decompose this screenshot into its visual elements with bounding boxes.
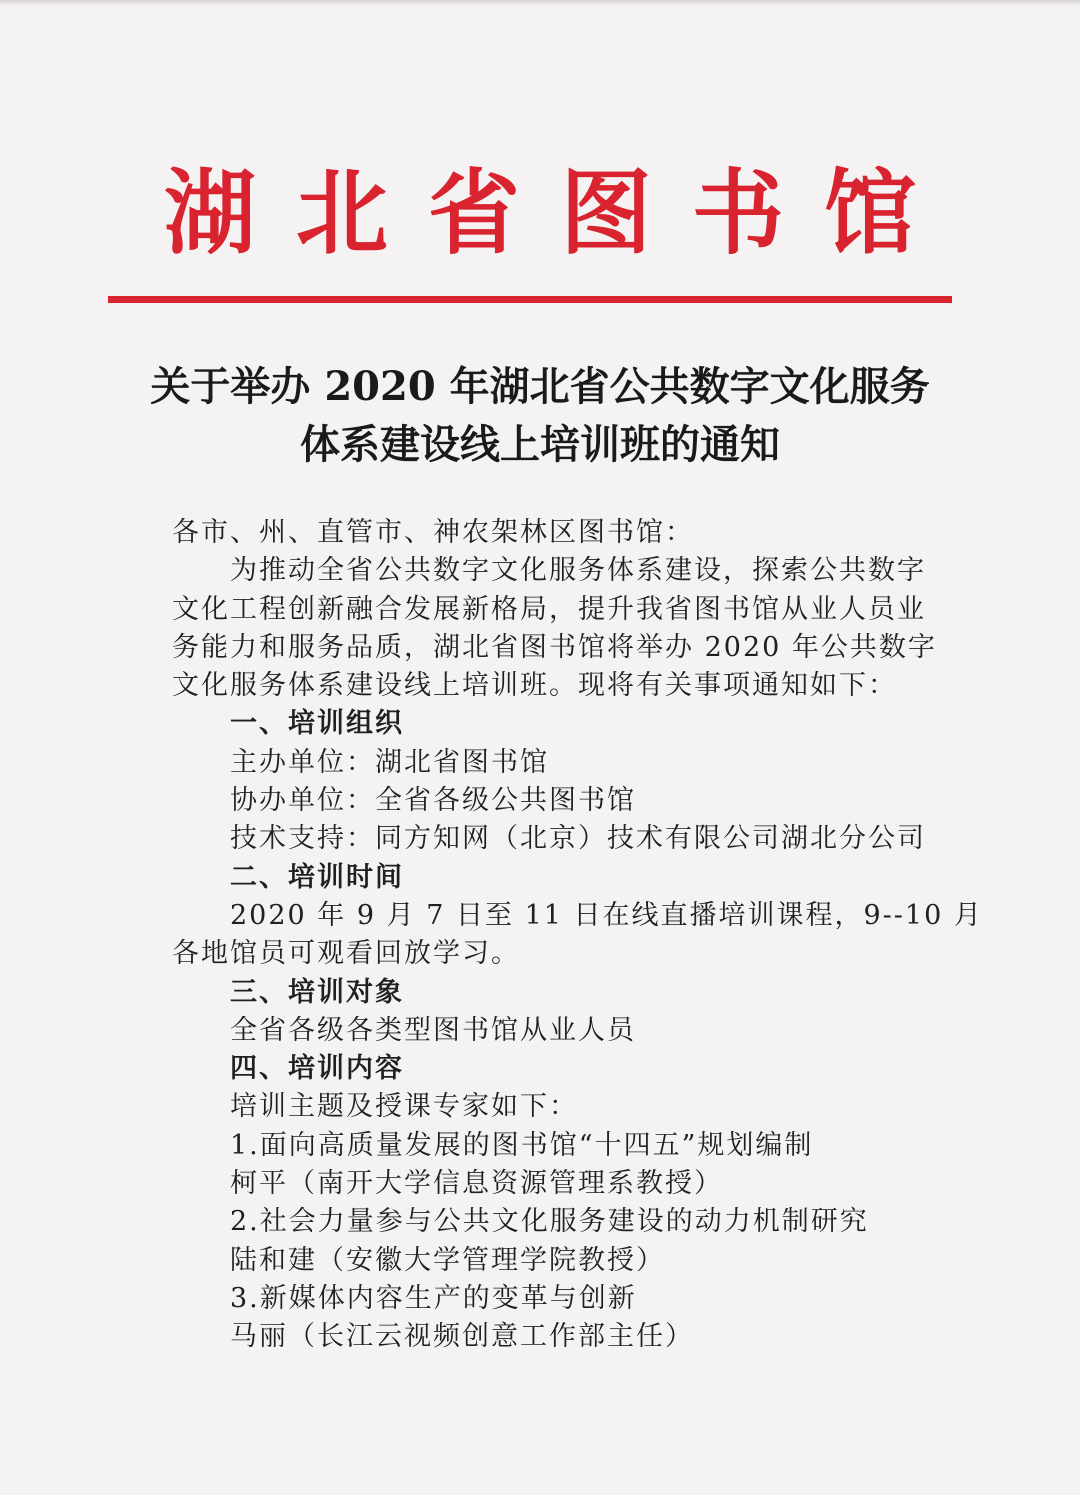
tech-support: 技术支持：同方知网（北京）技术有限公司湖北分公司 (230, 823, 926, 855)
co-host-unit: 协办单位：全省各级公共图书馆 (230, 785, 636, 817)
course-topic: 2.社会力量参与公共文化服务建设的动力机制研究 (230, 1206, 869, 1238)
host-unit: 主办单位：湖北省图书馆 (230, 746, 549, 778)
intro-line: 文化服务体系建设线上培训班。现将有关事项通知如下： (172, 670, 897, 702)
content-intro: 培训主题及授课专家如下： (230, 1091, 578, 1123)
intro-line: 为推动全省公共数字文化服务体系建设，探索公共数字 (230, 555, 926, 587)
letterhead-org-name: 湖北省图书馆 (163, 159, 956, 267)
section-heading-time: 二、培训时间 (230, 861, 404, 893)
course-expert: 马丽（长江云视频创意工作部主任） (230, 1321, 694, 1353)
document-body (172, 514, 983, 1357)
course-expert: 柯平（南开大学信息资源管理系教授） (230, 1168, 723, 1200)
section-heading-audience: 三、培训对象 (230, 976, 404, 1008)
section-heading-content: 四、培训内容 (230, 1053, 404, 1085)
intro-line: 务能力和服务品质，湖北省图书馆将举办 2020 年公共数字 (172, 631, 937, 663)
document-title-line-1: 关于举办 2020 年湖北省公共数字文化服务 (150, 363, 930, 410)
document-title (0, 358, 1080, 474)
training-audience: 全省各级各类型图书馆从业人员 (230, 1014, 636, 1046)
salutation: 各市、州、直管市、神农架林区图书馆： (172, 517, 694, 548)
course-topic: 1.面向高质量发展的图书馆“十四五”规划编制 (230, 1129, 814, 1161)
training-time-line: 2020 年 9 月 7 日至 11 日在线直播培训课程，9--10 月 (230, 899, 983, 931)
letterhead-red-rule (108, 296, 952, 303)
document-title-line-2: 体系建设线上培训班的通知 (300, 421, 780, 468)
course-topic: 3.新媒体内容生产的变革与创新 (230, 1282, 637, 1314)
course-expert: 陆和建（安徽大学管理学院教授） (230, 1244, 665, 1276)
section-heading-organization: 一、培训组织 (230, 708, 404, 740)
training-time-line: 各地馆员可观看回放学习。 (172, 938, 520, 970)
page-scan-edge (0, 0, 1080, 6)
intro-line: 文化工程创新融合发展新格局，提升我省图书馆从业人员业 (172, 593, 926, 625)
